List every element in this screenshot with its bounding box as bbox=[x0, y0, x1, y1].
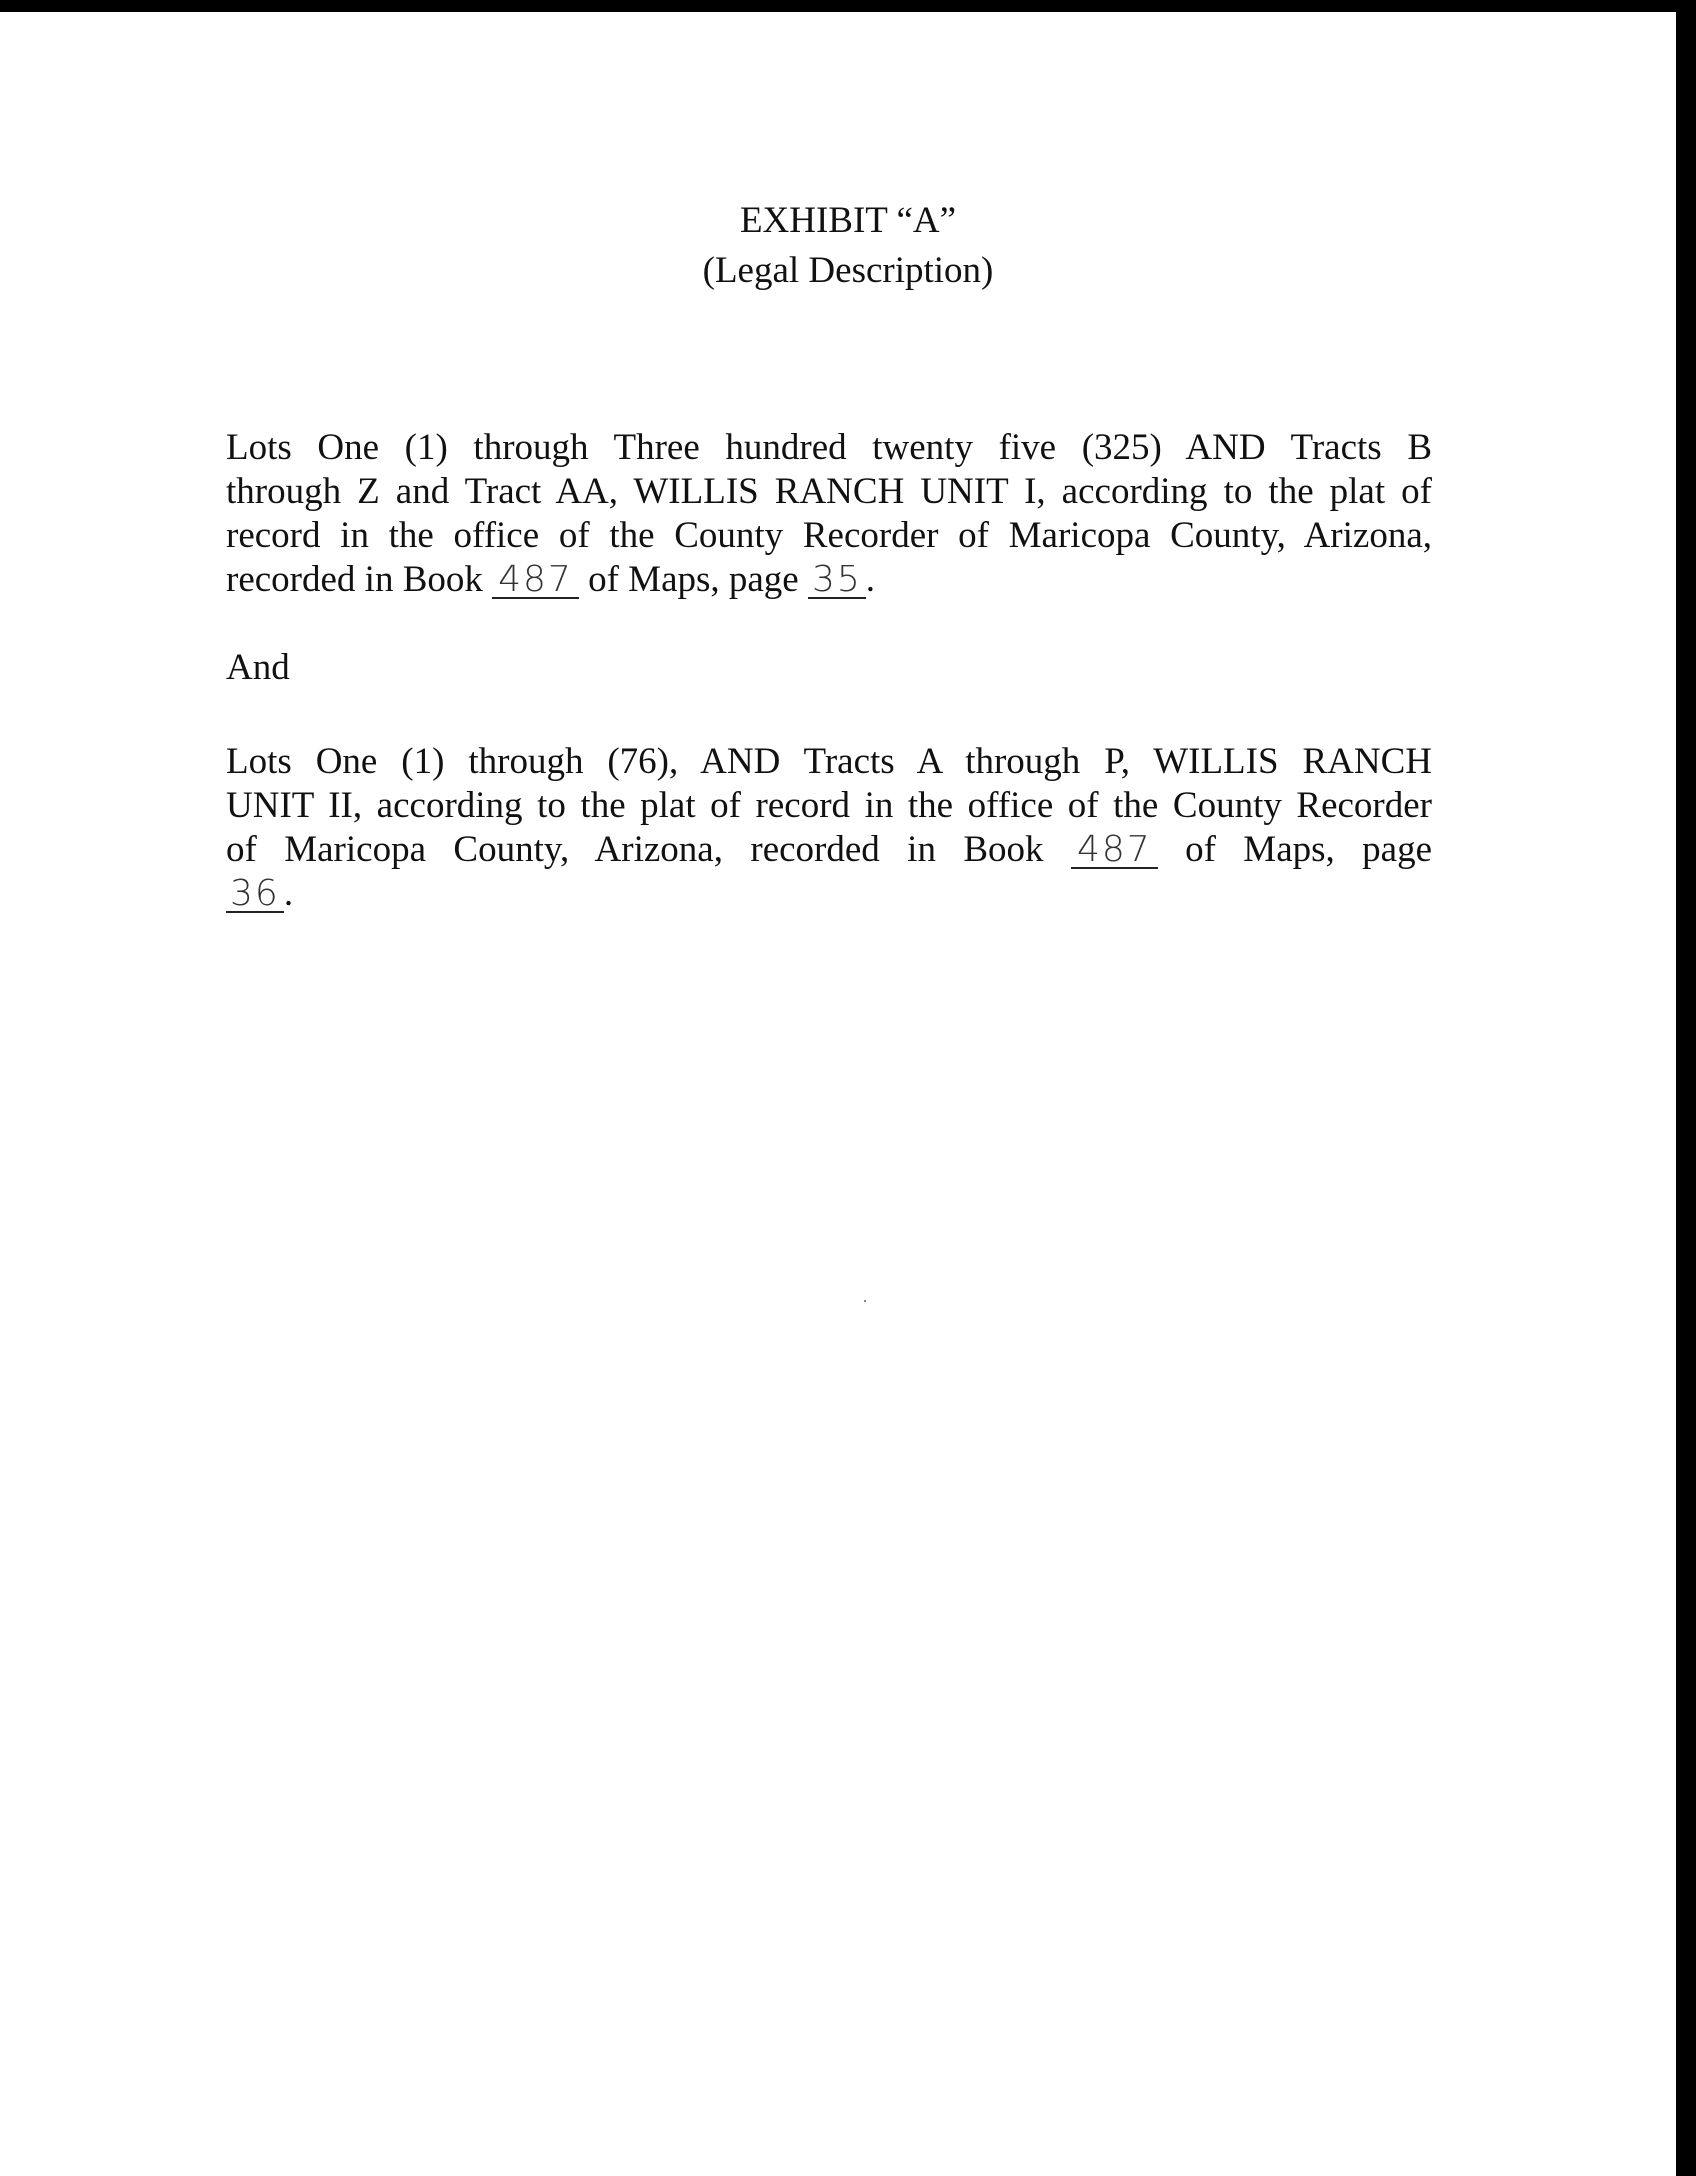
scan-speck bbox=[864, 1300, 866, 1302]
period: . bbox=[283, 873, 294, 914]
handwritten-book-number: 487 bbox=[1071, 833, 1158, 869]
and-text: And bbox=[226, 647, 290, 688]
paragraph-line: Lots One (1) through (76), AND Tracts A through P, WILLIS RANCH bbox=[226, 741, 1432, 782]
paragraph-line bbox=[226, 828, 1432, 872]
recorded-in-book-text: recorded in Book bbox=[226, 559, 483, 600]
of-maps-page-text: of Maps, page bbox=[1185, 829, 1433, 870]
exhibit-heading bbox=[0, 196, 1696, 296]
period: . bbox=[865, 559, 876, 600]
paragraph-line bbox=[226, 872, 1432, 916]
paragraph-line bbox=[226, 558, 1432, 602]
scan-border-top bbox=[0, 0, 1696, 12]
handwritten-book-number: 487 bbox=[492, 563, 579, 599]
exhibit-subtitle: (Legal Description) bbox=[702, 250, 994, 291]
exhibit-title: EXHIBIT “A” bbox=[739, 200, 957, 241]
scan-border-right bbox=[1676, 0, 1696, 2176]
legal-description-paragraph-2 bbox=[226, 740, 1432, 916]
handwritten-page-number: 35 bbox=[808, 563, 866, 599]
legal-description-paragraph-1 bbox=[226, 426, 1432, 602]
handwritten-page-number: 36 bbox=[226, 877, 284, 913]
paragraph-line: UNIT II, according to the plat of record in the office of the County Recorder bbox=[226, 785, 1432, 826]
paragraph-line: record in the office of the County Recorder of Maricopa County, Arizona, bbox=[226, 515, 1432, 556]
recorded-in-book-text: of Maricopa County, Arizona, recorded in Book bbox=[226, 829, 1044, 870]
conjunction-paragraph bbox=[226, 646, 1432, 690]
paragraph-line: Lots One (1) through Three hundred twenty five (325) AND Tracts B bbox=[226, 427, 1432, 468]
paragraph-line: through Z and Tract AA, WILLIS RANCH UNIT I, according to the plat of bbox=[226, 471, 1432, 512]
of-maps-page-text: of Maps, page bbox=[588, 559, 799, 600]
